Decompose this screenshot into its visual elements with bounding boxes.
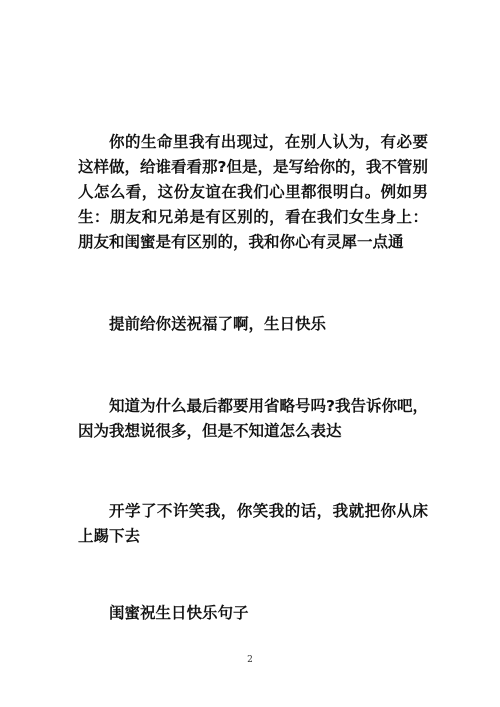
page-number: 2 bbox=[247, 655, 253, 665]
paragraph-friendship: 你的生命里我有出现过，在别人认为，有必要这样做，给谁看看那?但是，是写给你的，我不管别人怎么看，这份友谊在我们心里都很明白。例如男生：朋友和兄弟是有区别的，看在我们女生身上：朋友和闺蜜是有区别的，我和你心有灵犀一点通 bbox=[78, 132, 428, 251]
paragraph-school-joke: 开学了不许笑我，你笑我的话，我就把你从床上踢下去 bbox=[78, 501, 428, 545]
section-heading: 闺蜜祝生日快乐句子 bbox=[109, 603, 249, 622]
paragraph-birthday-wish: 提前给你送祝福了啊，生日快乐 bbox=[109, 314, 327, 333]
paragraph-ellipsis: 知道为什么最后都要用省略号吗?我告诉你吧，因为我想说很多，但是不知道怎么表达 bbox=[78, 396, 428, 440]
